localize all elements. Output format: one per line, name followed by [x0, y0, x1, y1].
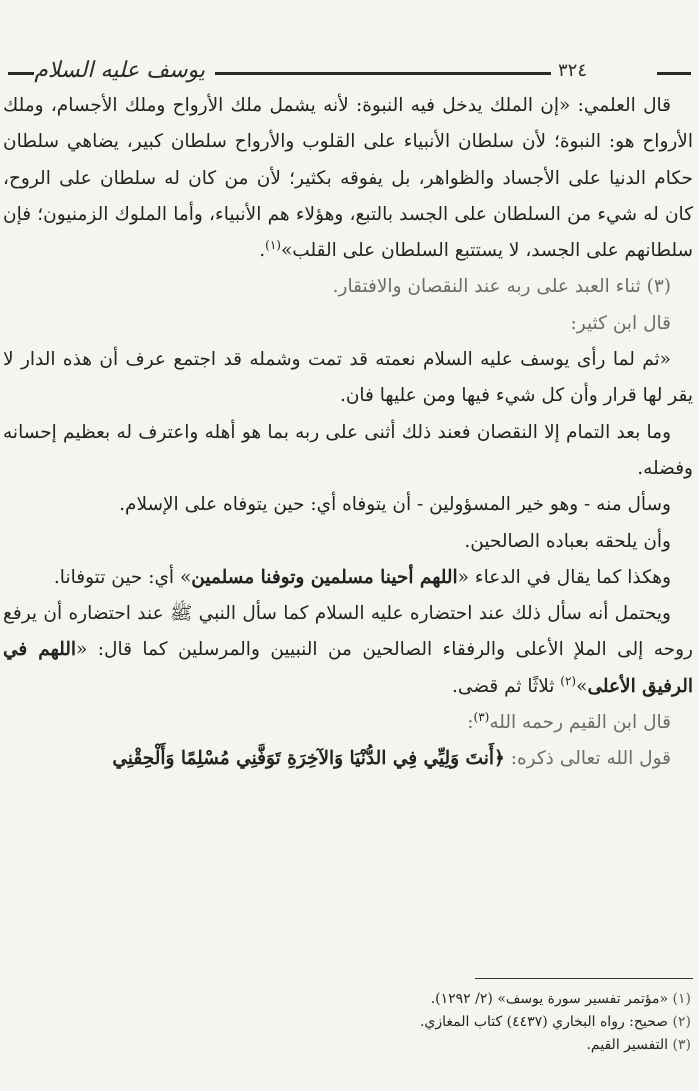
text-segment: (٣) ثناء العبد على ربه عند النقصان والافتقار. [332, 276, 671, 298]
paragraph-p3 [3, 306, 693, 342]
text-segment: . [259, 240, 266, 262]
header-rule-right [657, 72, 691, 75]
footnote-separator [475, 978, 693, 979]
footnote-number: (٢) [672, 1014, 691, 1030]
page-number: ٣٢٤ [557, 60, 587, 81]
footnote-ref: (١) [265, 238, 281, 253]
paragraph-p5 [3, 415, 693, 488]
text-segment: اللهم أحينا مسلمين وتوفنا مسلمين [191, 566, 458, 588]
text-segment: » [576, 675, 588, 697]
paragraph-p2 [3, 269, 693, 305]
text-segment: » أي: حين تتوفانا. [53, 566, 192, 588]
footnote-number: (١) [672, 991, 691, 1007]
paragraph-p7 [3, 524, 693, 560]
footnote-text: صحيح: رواه البخاري (٤٤٣٧) كتاب المغازي. [419, 1014, 669, 1030]
footnote-text: التفسير القيم. [586, 1037, 669, 1053]
footnote [11, 1034, 691, 1057]
paragraph-p1 [3, 88, 693, 269]
header-rule-middle [215, 72, 551, 75]
footnote [11, 988, 691, 1011]
header-rule-left [8, 72, 34, 75]
text-segment: ثلاثًا ثم قضى. [452, 675, 561, 697]
body-text [3, 88, 693, 778]
text-segment: وما بعد التمام إلا النقصان فعند ذلك أثنى على ربه بما هو أهله واعترف له بعظيم إحسانه وفضله. [3, 421, 693, 479]
footnote-number: (٣) [672, 1037, 691, 1053]
text-segment: اللهم في الرفيق الأعلى [3, 639, 693, 697]
paragraph-p8 [3, 560, 693, 596]
text-segment: قال ابن القيم رحمه الله [489, 712, 671, 734]
paragraph-p9 [3, 596, 693, 705]
footnotes [11, 988, 691, 1057]
footnote-text: «مؤتمر تفسير سورة يوسف» (٢/ ١٢٩٢). [430, 991, 669, 1007]
paragraph-p11 [3, 741, 693, 777]
footnote-ref: (٣) [473, 709, 490, 724]
paragraph-p6 [3, 487, 693, 523]
footnote-ref: (٢) [560, 673, 577, 688]
text-segment: : [467, 712, 474, 734]
text-segment: وسأل منه - وهو خير المسؤولين - أن يتوفاه أي: حين يتوفاه على الإسلام. [119, 494, 671, 516]
text-segment: «ثم لما رأى يوسف عليه السلام نعمته قد تمت وشمله قد اجتمع عرف أن هذه الدار لا يقر لها قرار وأن كل شيء فيها ومن عليها فان. [3, 349, 693, 407]
text-segment: قال ابن كثير: [570, 312, 671, 334]
paragraph-p4 [3, 342, 693, 415]
text-segment: وهكذا كما يقال في الدعاء « [457, 566, 671, 588]
footnote [11, 1011, 691, 1034]
text-segment: قول الله تعالى ذكره: [504, 748, 671, 770]
paragraph-p10 [3, 705, 693, 741]
text-segment: وأن يلحقه بعباده الصالحين. [464, 530, 671, 552]
text-segment: ﴿أَنتَ وَلِيِّي فِي الدُّنْيَا وَالآخِرَةِ تَوَفَّنِي مُسْلِمًا وَأَلْحِقْنِي [112, 748, 505, 770]
running-title: يوسف عليه السلام [34, 58, 205, 83]
text-segment: ويحتمل أنه سأل ذلك عند احتضاره عليه السلام كما سأل النبي ﷺ عند احتضاره أن يرفع روحه إلى الملإ الأعلى والرفقاء الصالحين من النبيين والمرسلين كما قال: « [3, 603, 693, 661]
text-segment: قال العلمي: «إن الملك يدخل فيه النبوة: لأنه يشمل ملك الأرواح وملك الأجسام، وملك الأرواح هو: النبوة؛ لأن سلطان الأنبياء على القلوب والأرواح سلطان كبير، يضاهي سلطان حكام الدنيا على الأجساد والظواهر، بل يفوقه بكثير؛ لأن من كان له سلطان على الروح، كان له شيء من السلطان على الجسد بالتبع، وهؤلاء هم الأنبياء، وأما الملوك الزمنيون؛ فإن سلطانهم على الجسد، لا يستتبع السلطان على القلب» [3, 95, 693, 262]
